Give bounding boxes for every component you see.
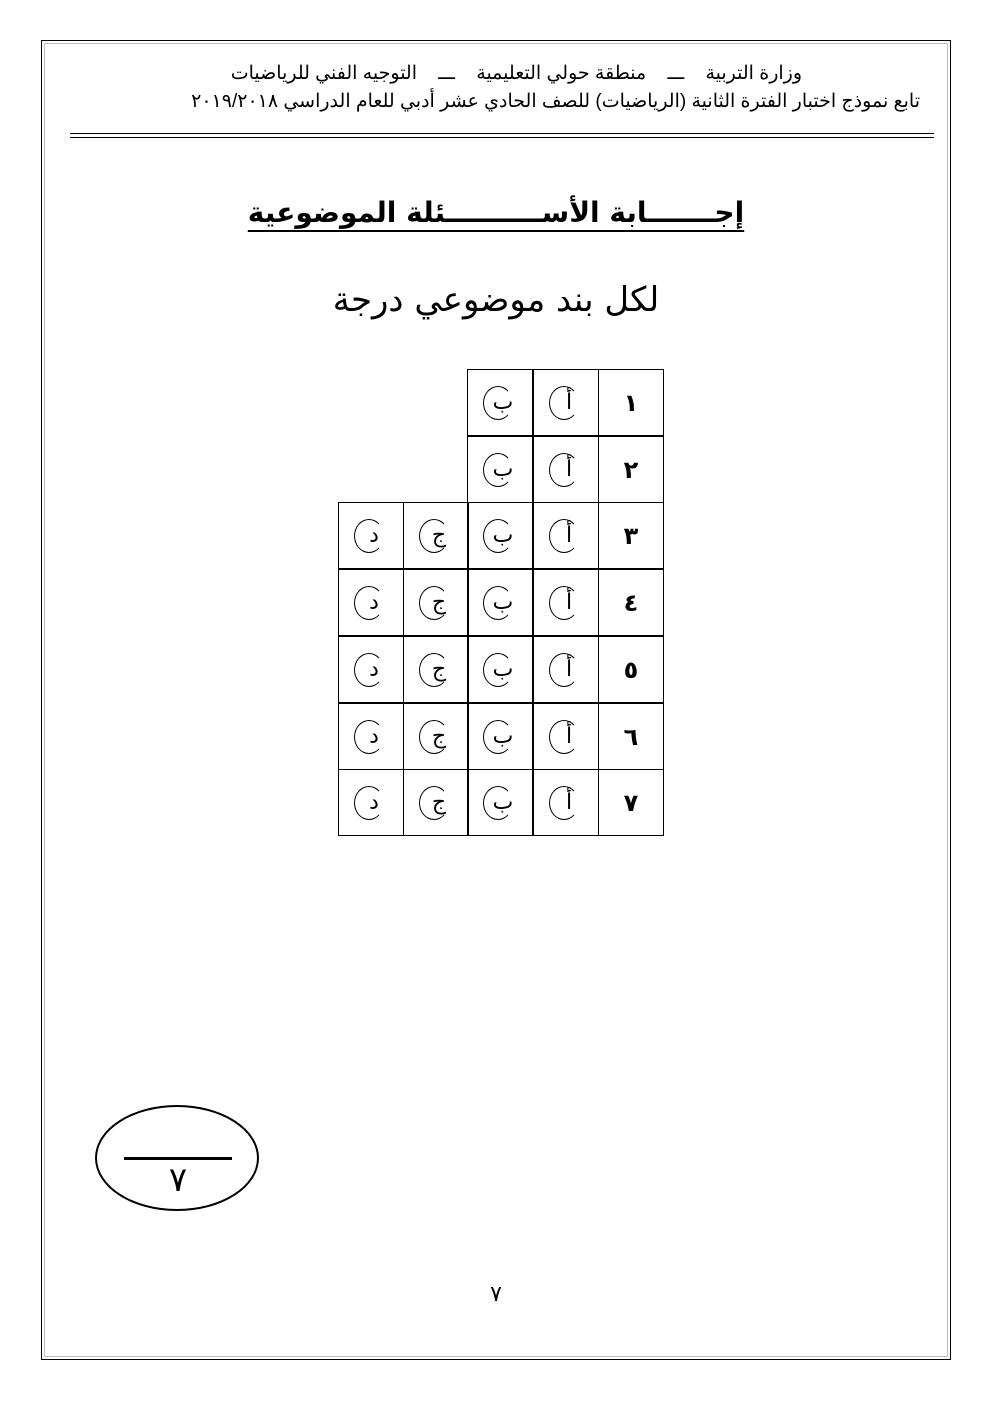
- option-choice: [483, 586, 517, 620]
- option-choice: [483, 720, 517, 754]
- answer-option-cell[interactable]: [338, 502, 404, 569]
- grid-number-cell: [598, 703, 664, 770]
- option-choice: [354, 786, 388, 820]
- option-bracket-icon: [549, 586, 579, 620]
- header-ministry: وزارة التربية: [705, 63, 802, 84]
- grid-number-cell: [598, 569, 664, 636]
- option-choice: [549, 386, 583, 420]
- section-title: [0, 196, 992, 229]
- grid-number-cell: [598, 769, 664, 836]
- option-choice: [549, 586, 583, 620]
- option-letter: أ: [565, 457, 573, 482]
- option-letter: ج: [431, 724, 447, 749]
- option-choice: [419, 586, 453, 620]
- option-choice: [549, 720, 583, 754]
- answer-option-cell[interactable]: [533, 436, 599, 503]
- question-number: ٧: [623, 788, 639, 817]
- answer-option-cell[interactable]: [403, 769, 469, 836]
- header-line-1: [70, 62, 920, 85]
- option-choice: [549, 653, 583, 687]
- option-bracket-icon: [549, 519, 579, 553]
- score-total: ٧: [168, 1160, 188, 1200]
- answer-option-cell[interactable]: [467, 369, 533, 436]
- option-letter: د: [369, 523, 379, 548]
- question-number: ٤: [623, 588, 639, 617]
- option-letter: ج: [431, 790, 447, 815]
- option-letter: د: [369, 724, 379, 749]
- question-number: ٣: [623, 521, 639, 550]
- answer-option-cell[interactable]: [467, 502, 533, 569]
- option-letter: ج: [431, 657, 447, 682]
- option-bracket-icon: [549, 453, 579, 487]
- answer-option-cell[interactable]: [338, 769, 404, 836]
- answer-option-cell[interactable]: [403, 569, 469, 636]
- option-choice: [354, 720, 388, 754]
- grid-number-cell: [598, 636, 664, 703]
- option-choice: [549, 453, 583, 487]
- header-department: التوجيه الفني للرياضيات: [230, 63, 417, 84]
- page-number: ٧: [490, 1282, 502, 1307]
- answer-option-cell[interactable]: [467, 436, 533, 503]
- question-number: ٥: [623, 655, 639, 684]
- answer-option-cell[interactable]: [533, 369, 599, 436]
- option-choice: [419, 720, 453, 754]
- answer-option-cell[interactable]: [533, 569, 599, 636]
- question-number: ٢: [623, 455, 639, 484]
- option-letter: ب: [492, 724, 514, 749]
- option-choice: [419, 519, 453, 553]
- answer-option-cell[interactable]: [338, 569, 404, 636]
- grid-number-cell: [598, 436, 664, 503]
- answer-option-cell[interactable]: [403, 502, 469, 569]
- answer-option-cell[interactable]: [338, 703, 404, 770]
- answer-option-cell[interactable]: [467, 769, 533, 836]
- answer-option-cell[interactable]: [533, 636, 599, 703]
- option-bracket-icon: [549, 386, 579, 420]
- option-choice: [549, 519, 583, 553]
- option-letter: أ: [565, 523, 573, 548]
- header-subtitle: تابع نموذج اختبار الفترة الثانية (الرياضيات) للصف الحادي عشر أدبي للعام الدراسي ٢٠١٩/٢٠١٨: [191, 91, 920, 112]
- option-letter: د: [369, 590, 379, 615]
- option-letter: د: [369, 790, 379, 815]
- option-letter: ب: [492, 657, 514, 682]
- option-letter: ب: [492, 790, 514, 815]
- question-number: ٦: [623, 722, 639, 751]
- option-choice: [483, 386, 517, 420]
- option-choice: [549, 786, 583, 820]
- question-number: ١: [623, 388, 639, 417]
- answer-option-cell[interactable]: [533, 502, 599, 569]
- option-letter: أ: [565, 724, 573, 749]
- option-letter: د: [369, 657, 379, 682]
- option-choice: [483, 786, 517, 820]
- option-choice: [419, 786, 453, 820]
- option-letter: أ: [565, 590, 573, 615]
- option-letter: ب: [492, 457, 514, 482]
- answer-option-cell[interactable]: [467, 636, 533, 703]
- option-bracket-icon: [549, 720, 579, 754]
- answer-option-cell[interactable]: [533, 769, 599, 836]
- option-letter: ب: [492, 590, 514, 615]
- option-letter: ج: [431, 523, 447, 548]
- header-region: منطقة حولي التعليمية: [476, 63, 647, 84]
- answer-option-cell[interactable]: [338, 636, 404, 703]
- option-letter: أ: [565, 790, 573, 815]
- option-letter: ب: [492, 523, 514, 548]
- option-bracket-icon: [549, 653, 579, 687]
- option-letter: ج: [431, 590, 447, 615]
- option-choice: [354, 653, 388, 687]
- option-choice: [354, 519, 388, 553]
- option-choice: [483, 519, 517, 553]
- option-letter: أ: [565, 390, 573, 415]
- option-choice: [354, 586, 388, 620]
- header-divider-bottom: [70, 137, 934, 138]
- header-divider-top: [70, 133, 934, 134]
- option-choice: [483, 453, 517, 487]
- grading-note: لكل بند موضوعي درجة: [332, 280, 660, 320]
- answer-option-cell[interactable]: [467, 703, 533, 770]
- option-letter: أ: [565, 657, 573, 682]
- answer-option-cell[interactable]: [467, 569, 533, 636]
- answer-option-cell[interactable]: [533, 703, 599, 770]
- header-separator-2: ـــ: [438, 63, 455, 84]
- grid-number-cell: [598, 502, 664, 569]
- grid-number-cell: [598, 369, 664, 436]
- option-letter: ب: [492, 390, 514, 415]
- option-choice: [483, 653, 517, 687]
- option-choice: [419, 653, 453, 687]
- answer-option-cell[interactable]: [403, 703, 469, 770]
- answer-option-cell[interactable]: [403, 636, 469, 703]
- option-bracket-icon: [549, 786, 579, 820]
- header-separator-1: ـــ: [667, 63, 685, 84]
- section-title-text: إجـــــــابة الأســــــــــئلة الموضوعية: [247, 196, 745, 229]
